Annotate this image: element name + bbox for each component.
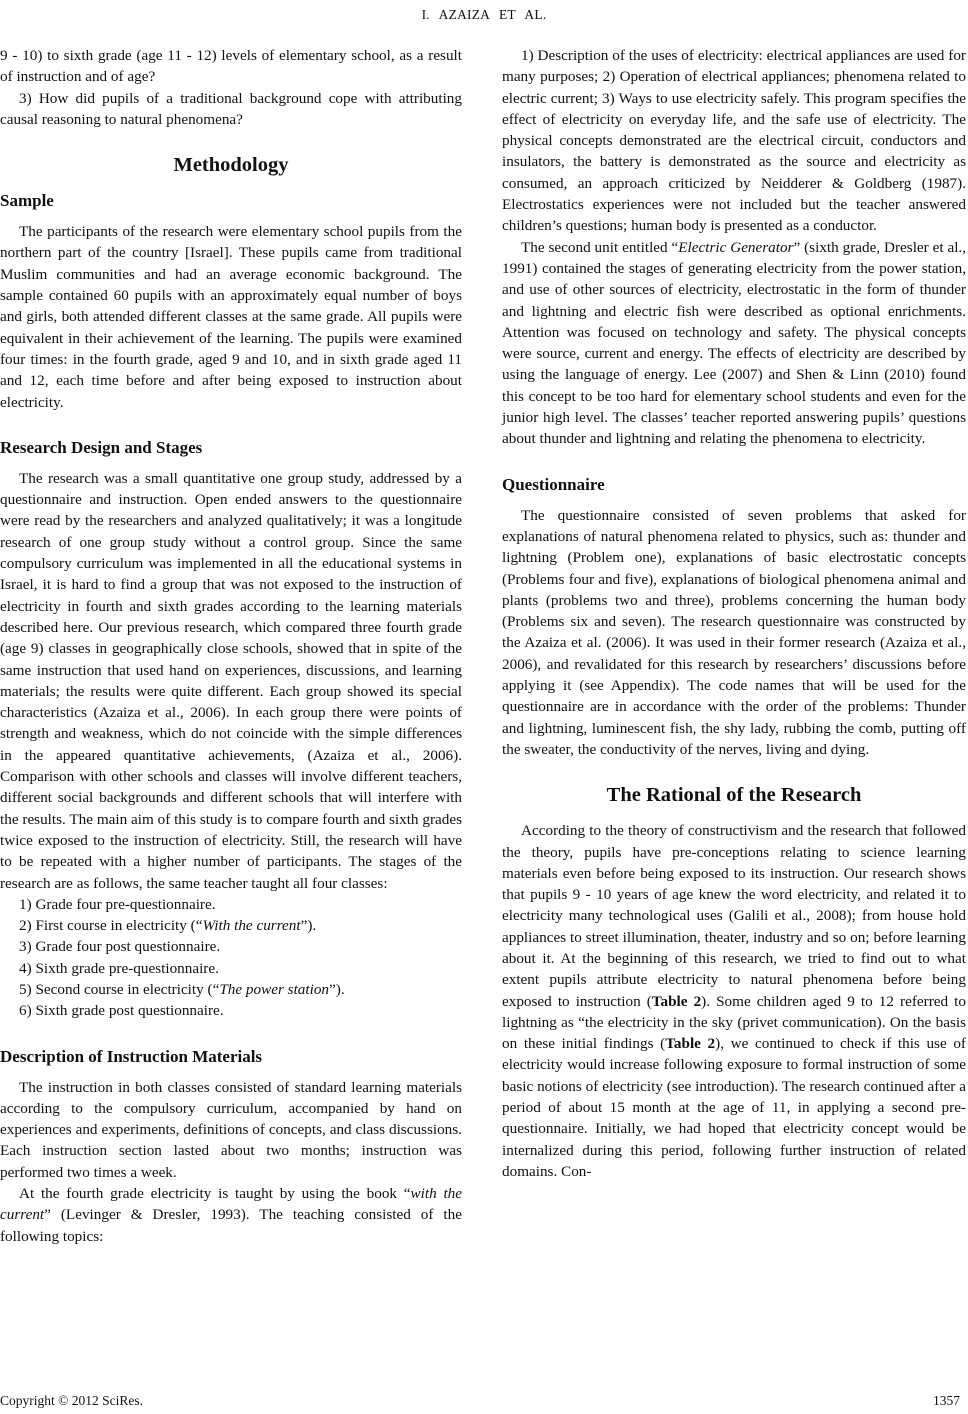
stage-item: 5) Second course in electricity (“The power station”). [19,980,345,998]
table-reference: Table 2 [665,1035,716,1053]
stage-item: 2) First course in electricity (“With the current”). [19,917,317,935]
section-heading-methodology: Methodology [173,154,289,177]
stage-item: 4) Sixth grade pre-questionnaire. [19,959,219,977]
page-number: 1357 [933,1393,960,1408]
left-column [0,45,462,1247]
subsection-heading-research-design: Research Design and Stages [0,437,203,457]
running-head: I. AZAIZA ET AL. [421,7,547,22]
stage-item: 3) Grade four post questionnaire. [19,938,221,956]
paragraph-research-design: The research was a small quantitative one group study, addressed by a questionnaire and instruction. Open ended answers to the questionnaire were read by the researchers and analyzed qualitatively; it was a longitude research of one group study without a control group. Since the same compulsory curriculum was implemented in all the educational systems in Israel, it is hard to find a group that was not exposed to the instruction of electricity in fourth and sixth grades according to the learning materials described here. Our previous research, which compared three fourth grade (age 9) classes in geographically close schools, showed that in spite of the same instruction that used hand on experiences, discussions, and learning materials; the results were quite different. Each group showed its special characteristics (Azaiza et al., 2006). In each group there were points of strength and weakness, which do not coincide with the simple differences in the appeared quantitative achievements, (Azaiza et al., 2006). Comparison with other schools and classes will involve different teachers, different social backgrounds and different schools that will interfere with the results. The main aim of this study is to compare fourth and sixth grades twice exposed to the instruction of electricity. Still, the research will have to be repeated with a higher number of participants. The stages of the research are as follows, the same teacher taught all four classes: [0,469,462,892]
right-column [502,45,966,1182]
paragraph-questionnaire: The questionnaire consisted of seven problems that asked for explanations of natural phenomena related to physics, such as: thunder and lightning (Problem one), explanations of basic electrostatic concepts (Problems four and five), explanations of biological phenomena animal and plants (problems two and three), problems concerning the human body (Problems six and seven). The research questionnaire was constructed by the Azaiza et al. (2006). It was used in their former research (Azaiza et al., 2006), and revalidated for this research by researchers’ discussions before applying it (see Appendix). The code names that will be used for the questionnaire are in accordance with the order of the problems: Thunder and lightning, luminescent fish, the shy lady, rubbing the comb, putting off the sweater, the conductivity of the nerves, living and dying. [502,506,966,758]
subsection-heading-questionnaire: Questionnaire [502,474,605,494]
stage-item: 6) Sixth grade post questionnaire. [19,1002,224,1020]
paragraph-intro-continued: 9 - 10) to sixth grade (age 11 - 12) levels of elementary school, as a result of instruction and of age? [0,47,462,86]
paragraph-research-question-3: 3) How did pupils of a traditional background cope with attributing causal reasoning to natural phenomena? [0,89,462,128]
paragraph-rational: According to the theory of constructivism and the research that followed the theory, pupils have pre-conceptions relating to science learning materials even before being exposed to its instruction. Our research shows that pupils 9 - 10 years of age knew the word electricity, and related it to electricity many technological uses (Galili et al., 2008); from house hold appliances to street illumination, theater, industry and so on; before learning about it. At the beginning of this research, we tried to find out to what extent pupils attribute electricity to natural phenomena before being exposed to instruction (Table 2). Some children aged 9 to 12 referred to lightning as “the electricity in the sky (privet communication). On the basis on these initial findings (Table 2), we continued to check if this use of electricity would increase following exposure to formal instruction of some basic notions of electricity (see introduction). The research continued after a period of about 15 month at the age of 11, in applying a second pre-questionnaire. Initially, we had hoped that electricity concept would be internalized during this period, following further instruction of related domains. Con- [502,822,966,1180]
paragraph-sample: The participants of the research were elementary school pupils from the northern part of the country [Israel]. These pupils came from traditional Muslim communities and had an average economic background. The sample contained 60 pupils with an approximately equal number of boys and girls, both attended different classes at the same grade. All pupils were equivalent in their achievement of the learning. The pupils were examined four times: in the fourth grade, aged 9 and 10, and in sixth grade aged 11 and 12, each time before and after being exposed to instruction about electricity. [0,223,462,411]
table-reference: Table 2 [651,992,702,1010]
paragraph-topics: 1) Description of the uses of electricity: electrical appliances are used for many purposes; 2) Operation of electrical appliances; phenomena related to electric current; 3) Ways to use electricity safely. This program specifies the effect of electricity on everyday life, and the safe use of electricity. The physical concepts demonstrated are the electrical circuit, conductors and insulators, the battery is demonstrated as the source and electricity as consumed, an approach criticized by Neidderer & Goldberg (1987). Electrostatics experiences were not included but the teacher answered children’s questions; human body is presented as a conductor. [502,47,966,235]
section-heading-rational: The Rational of the Research [606,784,862,807]
paragraph-instruction-materials: The instruction in both classes consisted of standard learning materials according to the compulsory curriculum, accompanied by hand on experiences and experiments, definitions of concepts, and class discussions. Each instruction section lasted about two months; instruction was performed two times a week. [0,1078,462,1181]
paragraph-fourth-grade: At the fourth grade electricity is taught by using the book “with the current” (Levinger & Dresler, 1993). The teaching consisted of the following topics: [0,1185,462,1245]
paragraph-second-unit: The second unit entitled “Electric Generator” (sixth grade, Dresler et al., 1991) contained the stages of generating electricity from the power station, and use of other sources of electricity, electrostatic in the form of thunder and lightning and electric fish were described as optional enrichments. Attention was focused on technology and safety. The physical concepts were source, current and energy. The effects of electricity are described by using the language of energy. Lee (2007) and Shen & Linn (2010) found this concept to be too hard for elementary school students and even for the junior high level. The classes’ teacher reported answering pupils’ questions about thunder and lightning and relating the phenomena to electricity. [502,238,967,448]
copyright-notice: Copyright © 2012 SciRes. [0,1393,144,1408]
stage-item: 1) Grade four pre-questionnaire. [19,895,216,913]
stages-list [0,894,462,1022]
subsection-heading-sample: Sample [0,191,54,211]
subsection-heading-instruction-materials: Description of Instruction Materials [0,1046,263,1066]
